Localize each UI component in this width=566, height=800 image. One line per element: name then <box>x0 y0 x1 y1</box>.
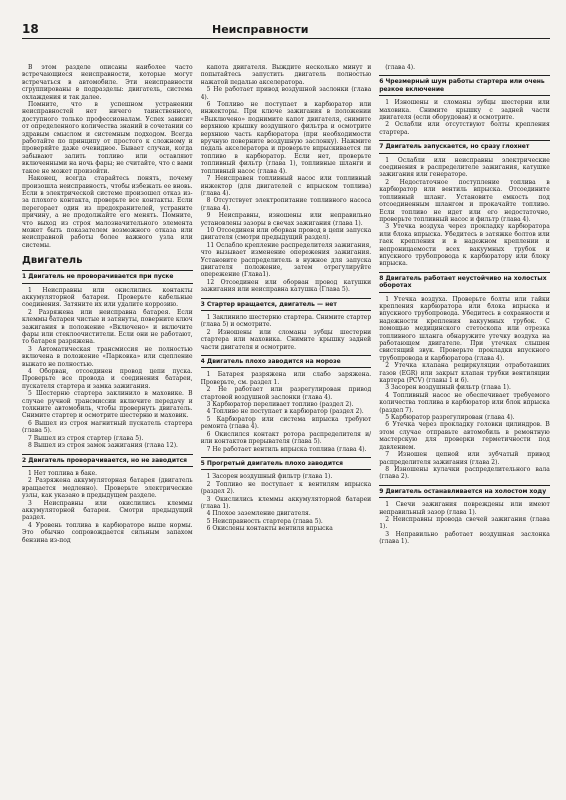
paragraph: 3 Утечка воздуха через прокладку карбюратора или блока впрыска. Убедитесь в затяжке болтов или гаек крепления и в надежном креплении и непроницаемости всех вакуумных трубок и впускного трубопровода к карбюратору или блоку впрыска. <box>379 223 550 268</box>
page-title: Неисправности <box>212 23 309 36</box>
page-header <box>22 20 550 39</box>
paragraph: 2 Утечка клапана рециркуляции отработавших газов (EGR) или закрыт клапан трубки вентиляции картера (PCV) (главы 1 и 6). <box>379 362 550 385</box>
paragraph: 4 Топливо не поступает в карбюратор (раздел 2). <box>206 408 364 416</box>
paragraph: В этом разделе описаны наиболее часто встречающиеся неисправности, которые могут встречаться в автомобиле. Эти неисправности сгруппированы в подразделы: двигатель, система охлаждения и так далее. <box>22 64 193 101</box>
column-1 <box>22 64 193 780</box>
paragraph: 3 Засорен воздушный фильтр (глава 1). <box>385 384 511 392</box>
paragraph: 1 Нет топлива в баке. <box>28 469 98 477</box>
paragraph: 5 Карбюратор разрегулирован (глава 4). <box>385 414 515 422</box>
subsection-heading: 8 Двигатель работает неустойчиво на холостых оборотах <box>379 272 550 293</box>
paragraph: 7 Не работает вентиль впрыска топлива (глава 4). <box>206 445 367 453</box>
subsection-heading: 7 Двигатель запускается, но сразу глохнет <box>379 140 550 153</box>
page <box>22 20 550 780</box>
subsection-heading: 6 Чрезмерный шум работы стартера или очень резкое включение <box>379 75 550 96</box>
paragraph: 4 Плохое заземление двигателя. <box>206 510 311 518</box>
paragraph: 2 Не работает или разрегулирован привод стартовой воздушной заслонки (глава 4). <box>200 386 372 401</box>
paragraph: 1 Изношены и сломаны зубцы шестерни или маховика. Снимите крышку с задней части двигателя (если оборудован) и осмотрите. <box>379 99 550 122</box>
paragraph: 1 Утечка воздуха. Проверьте болты или гайки крепления карбюратора или блока впрыска и впускного трубопровода. Убедитесь в сохранности и надежности крепления вакуумных трубок. С помощью медицинского стетоскопа или отрезка топливного шланга обнаружите утечку воздуха на работающем двигателе. При утечках слышен свистящий звук. Проверьте прокладки впускного трубопровода и карбюратора (глава 4). <box>379 295 550 362</box>
paragraph: 12 Отсоединен или оборван провод катушки зажигания или неисправна катушка (Глава 5). <box>200 278 372 294</box>
paragraph: 2 Неисправны провода свечей зажигания (глава 1). <box>379 515 550 531</box>
column-3 <box>379 64 550 780</box>
paragraph: 1 Ослабли или неисправны электрические соединения в распределителе зажигания, катушке зажигания или генераторе. <box>379 156 550 179</box>
paragraph: 10 Отсоединен или оборван провод в цепи запуска двигателя (смотри предыдущий раздел). <box>200 226 372 242</box>
section-heading: Двигатель <box>22 255 83 267</box>
paragraph: 7 Неисправен топливный насос или топливный инжектор (для двигателей с впрыском топлива) (глава 4). <box>200 175 372 197</box>
subsection-heading: 9 Двигатель останавливается на холостом ходу <box>379 485 550 498</box>
paragraph: 1 Неисправны или окислились контакты аккумуляторной батареи. Проверьте кабельные соединения. Затяните их или удалите коррозию. <box>22 286 193 309</box>
paragraph: 1 Свечи зажигания повреждены или имеют неправильный зазор (глава 1). <box>379 501 550 516</box>
paragraph: 6 Вышел из строя магнитный пускатель стартера (глава 5). <box>22 419 193 435</box>
paragraph: 9 Неисправны, изношены или неправильно установлены зазоры в свечах зажигания (глава 1). <box>200 212 372 227</box>
paragraph: 3 Автоматическая трансмиссия не полностью включена в положение «Парковка» или сцепление выжато не полностью. <box>22 345 193 368</box>
paragraph: капота двигателя. Выждите несколько минут и попытайтесь запустить двигатель полностью нажатой педалью акселератора. <box>200 64 372 86</box>
paragraph: 2 Разряжена аккумуляторная батарея (двигатель вращается медленно). Проверьте электрические узлы, как указано в предыдущем разделе. <box>22 477 193 500</box>
paragraph: 2 Топливо не поступает к вентилям впрыска (раздел 2). <box>200 480 372 496</box>
paragraph: 3 Неправильно работает воздушная заслонка (глава 1). <box>379 530 550 546</box>
paragraph: 5 Шестерню стартера заклинило в маховике. В случае ручной трансмиссии включите передачу и толкните автомобиль, чтобы провернуть двигатель. Снимите стартер и осмотрите шестерню и маховик. <box>22 390 193 420</box>
paragraph: Наконец, всегда старайтесь понять, почему произошла неисправность, чтобы избежать ее вновь. Если в электрической системе произошел отказ из-за плохого контакта, проверьте все контакты. Если перегорает один из предохранителей, устраните причину, а не продолжайте его менять. Помните, что выход из строя малозначительного элемента может быть показателем возможного отказа или неисправной работы более важного узла или системы. <box>22 175 193 249</box>
paragraph: 6 Окислился контакт ротора распределителя и/или контактов прерывателя (глава 5). <box>200 430 372 446</box>
paragraph: (глава 4). <box>385 64 415 71</box>
paragraph: 2 Разряжена или неисправна батарея. Если клеммы батареи чистые и затянуты, поверните ключ зажигания в положение «Включено» и включите фары или стеклоочистители. Если они не работают, то батарея разряжена. <box>22 308 193 346</box>
paragraph: 3 Карбюратор переливает топливо (раздел 2). <box>206 401 354 409</box>
paragraph: 2 Ослабли или отсутствуют болты крепления стартера. <box>379 121 550 136</box>
paragraph: 3 Окислились клеммы аккумуляторной батареи (глава 1). <box>200 495 372 510</box>
paragraph: 4 Уровень топлива в карбюраторе выше нормы. Это обычно сопровождается сильным запахом бензина из-под <box>22 521 193 544</box>
paragraph: 7 Изношен цепной или зубчатый привод распределителя зажигания (глава 2). <box>379 451 550 466</box>
paragraph: 6 Топливо не поступает в карбюратор или инжекторы. При ключе зажигания в положении «Выключено» поднимите капот двигателя, снимите верхнюю крышку воздушного фильтра и осмотрите верхнюю часть карбюратора (при необходимости вручную поверните воздушную заслонку). Нажмите педаль акселератора и проверьте впрыскивается ли топливо в карбюратор. Если нет, проверьте топливный фильтр (глава 1), топливные шланги и топливный насос (глава 4). <box>200 101 372 175</box>
page-number: 18 <box>22 22 39 36</box>
paragraph: 5 Не работает привод воздушной заслонки (глава 4). <box>200 86 372 101</box>
paragraph: 5 Неисправность стартера (глава 5). <box>206 517 323 525</box>
subsection-heading: 4 Двигатель плохо заводится на морозе <box>201 355 372 368</box>
paragraph: 8 Вышел из строя замок зажигания (глава 12). <box>28 442 178 450</box>
paragraph: Помните, что в успешном устранении неисправностей нет ничего таинственного, доступного только профессионалам. Успех зависит от определенного количества знаний в сочетании со здравым смыслом и системным подходом. Всегда работайте по принципу от простого к сложному и проверяйте даже очевидное. Бывает случаи, когда забывают залить топливо или оставляют включенными на ночь фары; не считайте, что с вами такое не может произойти. <box>22 101 193 175</box>
paragraph: 11 Ослабло крепление распределителя зажигания, что вызывает изменение опережения зажигания. Установите распределитель в нужное для запуска двигателя положение, затем отрегулируйте опережение (Глава1). <box>200 241 372 279</box>
column-2 <box>201 64 372 780</box>
paragraph: 2 Изношены или сломаны зубцы шестерни стартера или маховика. Снимите крышку задней части двигателя и осмотрите. <box>200 328 372 351</box>
subsection-heading: 3 Стартер вращается, двигатель — нет <box>201 298 372 311</box>
subsection-heading: 2 Двигатель проворачивается, но не заводится <box>22 454 193 467</box>
paragraph: 1 Батарея разряжена или слабо заряжена. Проверьте, см. раздел 1. <box>200 371 372 386</box>
subsection-heading: 1 Двигатель не проворачивается при пуске <box>22 270 193 283</box>
paragraph: 8 Отсутствует электропитание топливного насоса (глава 4). <box>200 197 372 212</box>
paragraph: 4 Топливный насос не обеспечивает требуемого количества топлива в карбюратор или блок впрыска (раздел 7). <box>379 391 550 414</box>
paragraph: 5 Карбюратор или система впрыска требуют ремонта (глава 4). <box>200 415 372 431</box>
paragraph: 8 Изношены кулачки распределительного вала (глава 2). <box>379 465 550 481</box>
paragraph: 1 Засорен воздушный фильтр (глава 1). <box>206 473 333 481</box>
text-columns <box>22 64 550 780</box>
paragraph: 3 Неисправны или окислились клеммы аккумуляторной батареи. Смотри предыдущий раздел. <box>22 499 193 522</box>
paragraph: 1 Заклинило шестерню стартера. Снимите стартер (глава 5) и осмотрите. <box>200 314 372 329</box>
paragraph: 4 Оборван, отсоединен провод цепи пуска. Проверьте все провода и соединения батареи, пускателя стартера и замка зажигания. <box>22 368 193 390</box>
paragraph: 7 Вышел из строя стартер (глава 5). <box>28 434 144 442</box>
subsection-heading: 5 Прогретый двигатель плохо заводится <box>201 457 372 470</box>
paragraph: 2 Недостаточное поступление топлива в карбюратор или вентиль впрыска. Отсоедините топливный шланг. Установите емкость под отсоединенным шлангом и прокачайте топливо. Если топливо не идет или его недостаточно, проверьте топливный насос и фильтр (глава 4). <box>379 178 550 223</box>
paragraph: 6 Утечка через прокладку головки цилиндров. В этом случае отправьте автомобиль в ремонтную мастерскую для проверки герметичности под давлением. <box>379 421 550 451</box>
paragraph: 6 Окислены контакты вентиля впрыска <box>206 525 333 533</box>
